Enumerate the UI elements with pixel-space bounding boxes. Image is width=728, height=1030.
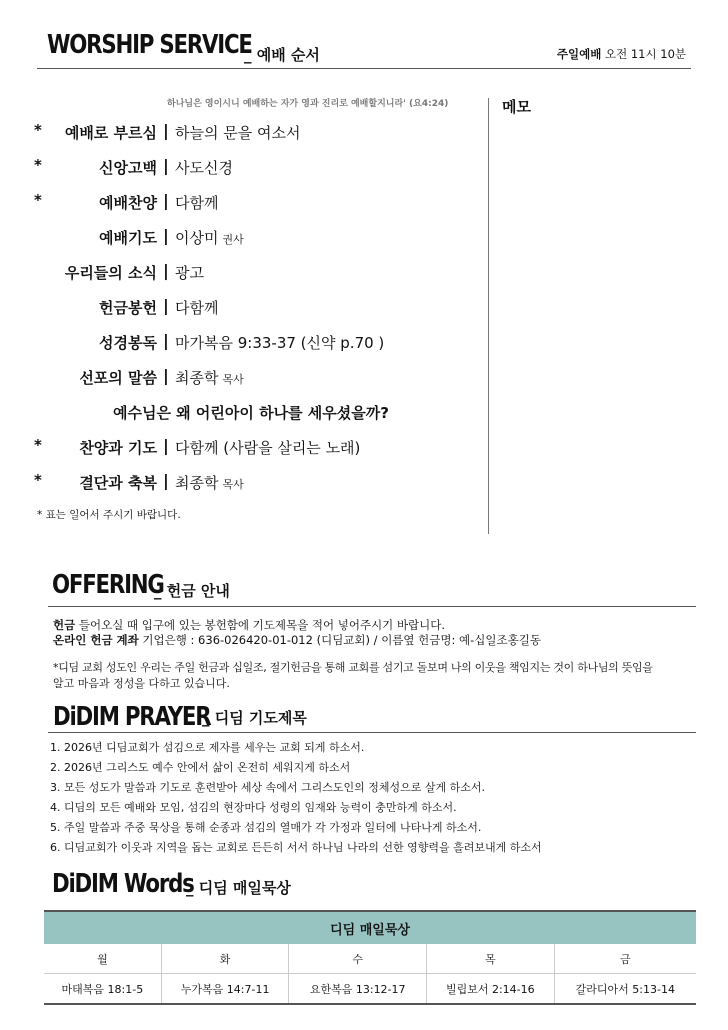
stand-marker: * <box>34 121 42 139</box>
stand-marker: * <box>34 191 42 209</box>
service-item-value-text: 이상미 <box>175 229 219 247</box>
memo-label: 메모 <box>502 98 531 116</box>
service-item-value-text: 다함께 <box>175 299 219 317</box>
offering-para-1: *디딤 교회 성도인 우리는 주일 헌금과 십일조, 절기헌금을 통해 교회를 섬기고 돌보며 나의 이웃을 책임지는 것이 하나님의 뜻임을 <box>53 661 653 674</box>
scripture-cell: 요한복음 13:12-17 <box>289 974 426 1005</box>
separator-bar: | <box>163 156 169 175</box>
service-item-value-text: 광고 <box>175 264 204 282</box>
scripture-cell: 빌립보서 2:14-16 <box>426 974 554 1005</box>
prayer-title: DiDIM PRAYER <box>53 702 211 732</box>
table-title: 디딤 매일묵상 <box>44 911 696 944</box>
offering-line-1-bold: 헌금 <box>53 618 76 632</box>
words-title: DiDIM Words <box>52 869 194 899</box>
prayer-item: 3. 모든 성도가 말씀과 기도로 훈련받아 세상 속에서 그리스도인의 정체성으로 살게 하소서. <box>64 778 542 798</box>
service-item-label: 예배찬양 <box>99 194 157 212</box>
separator-bar: | <box>163 471 169 490</box>
service-item-value-text: 하늘의 문을 여소서 <box>175 124 301 142</box>
worship-title: WORSHIP SERVICE <box>47 30 252 60</box>
service-item-label: 예배로 부르심 <box>64 124 157 142</box>
service-time-label: 주일예배 <box>556 47 602 61</box>
offering-line-1-text: 들어오실 때 입구에 있는 봉헌함에 기도제목을 적어 넣어주시기 바랍니다. <box>75 618 446 632</box>
service-item-value <box>175 297 222 318</box>
service-item-value <box>175 367 244 388</box>
offering-para-2: 알고 마음과 정성을 다하고 있습니다. <box>53 677 230 690</box>
words-subtitle: _ 디딤 매일묵상 <box>186 879 291 897</box>
service-item-value-text: 사도신경 <box>175 159 233 177</box>
separator-bar: | <box>163 191 169 210</box>
offering-rule <box>48 606 696 607</box>
separator-bar: | <box>163 226 169 245</box>
service-item-value <box>175 472 244 493</box>
sermon-title: 예수님은 왜 어린아이 하나를 세우셨을까? <box>113 404 389 422</box>
stand-marker: * <box>34 156 42 174</box>
scripture-cell: 갈라디아서 5:13-14 <box>554 974 696 1005</box>
stand-marker: * <box>34 436 42 454</box>
service-item-value <box>175 332 388 353</box>
service-item-label: 예배기도 <box>99 229 157 247</box>
separator-bar: | <box>163 296 169 315</box>
offering-line-2 <box>53 632 541 648</box>
service-time-value: 오전 11시 10분 <box>604 47 686 61</box>
worship-rule <box>37 68 691 69</box>
service-item-label: 찬양과 기도 <box>79 439 157 457</box>
prayer-item: 2. 2026년 그리스도 예수 안에서 삶이 온전히 세워지게 하소서 <box>64 758 542 778</box>
day-cell: 화 <box>161 944 289 974</box>
day-cell: 목 <box>426 944 554 974</box>
service-time <box>557 46 686 62</box>
service-item-value-text: 마가복음 9:33-37 (신약 p.70 ) <box>175 334 385 352</box>
scripture-verse: 하나님은 영이시니 예배하는 자가 영과 진리로 예배할지니라' (요4:24) <box>167 99 449 109</box>
service-item-value <box>175 437 364 458</box>
prayer-subtitle: _ 디딤 기도제목 <box>202 709 307 727</box>
day-cell: 수 <box>289 944 426 974</box>
service-item-role: 권사 <box>222 233 244 246</box>
stand-marker: * <box>34 471 42 489</box>
separator-bar: | <box>163 261 169 280</box>
service-item-value-text: 다함께 <box>175 194 219 212</box>
worship-subtitle: _ 예배 순서 <box>244 46 320 64</box>
prayer-rule <box>48 732 696 733</box>
prayer-item: 4. 디딤의 모든 예배와 모임, 섬김의 현장마다 성령의 임재와 능력이 충만하게 하소서. <box>64 798 542 818</box>
day-cell: 월 <box>44 944 161 974</box>
service-item-value-text: 다함께 (사람을 살리는 노래) <box>175 439 361 457</box>
service-item-value-text: 최종학 <box>175 474 219 492</box>
prayer-item: 6. 디딤교회가 이웃과 지역을 돕는 교회로 든든히 서서 하나님 나라의 선한 영향력을 흘려보내게 하소서 <box>64 838 542 858</box>
day-cell: 금 <box>554 944 696 974</box>
column-divider <box>488 98 489 534</box>
offering-line-2-bold: 온라인 헌금 계좌 <box>53 633 139 647</box>
offering-line-1 <box>53 617 445 633</box>
service-item-label: 우리들의 소식 <box>64 264 157 282</box>
service-item-label: 결단과 축복 <box>79 474 157 492</box>
service-item-label: 선포의 말씀 <box>79 369 157 387</box>
scripture-cell: 누가복음 14:7-11 <box>161 974 289 1005</box>
prayer-item: 1. 2026년 디딤교회가 섬김으로 제자를 세우는 교회 되게 하소서. <box>64 738 542 758</box>
service-item-role: 목사 <box>222 478 244 491</box>
service-item-value <box>175 262 208 283</box>
service-item-value <box>175 192 222 213</box>
separator-bar: | <box>163 331 169 350</box>
scripture-cell: 마태복음 18:1-5 <box>44 974 161 1005</box>
separator-bar: | <box>163 436 169 455</box>
daily-devotion-table <box>44 910 696 1005</box>
separator-bar: | <box>163 366 169 385</box>
standing-note: * 표는 일어서 주시기 바랍니다. <box>37 509 181 521</box>
offering-subtitle: _ 헌금 안내 <box>154 582 230 600</box>
service-item-value <box>175 157 237 178</box>
service-item-label: 신앙고백 <box>99 159 157 177</box>
service-item-value <box>175 122 304 143</box>
prayer-list <box>30 738 542 858</box>
prayer-item: 5. 주일 말씀과 주중 묵상을 통해 순종과 섬김의 열매가 각 가정과 일터에 나타나게 하소서. <box>64 818 542 838</box>
service-item-value <box>175 227 244 248</box>
service-item-label: 성경봉독 <box>99 334 157 352</box>
offering-title: OFFERING <box>52 570 164 600</box>
service-item-role: 목사 <box>222 373 244 386</box>
service-item-value-text: 최종학 <box>175 369 219 387</box>
separator-bar: | <box>163 121 169 140</box>
service-item-label: 헌금봉헌 <box>99 299 157 317</box>
offering-line-2-text: 기업은행 : 636-026420-01-012 (디딤교회) / 이름옆 헌금명: 예-십일조홍길동 <box>138 633 541 647</box>
